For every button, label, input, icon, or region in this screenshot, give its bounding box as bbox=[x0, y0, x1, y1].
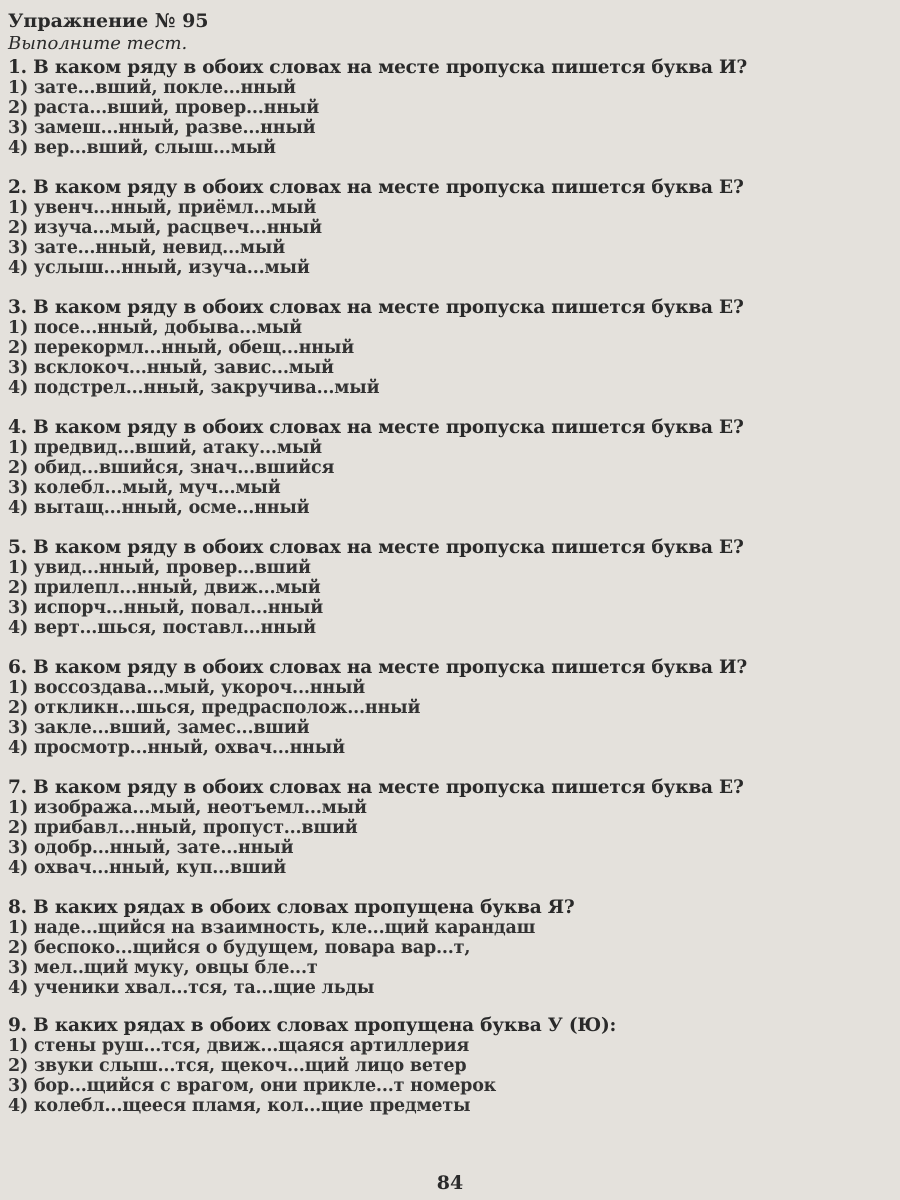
question-text: 3. В каком ряду в обоих словах на месте пропуска пишется буква Е? bbox=[8, 297, 744, 318]
question-text: 6. В каком ряду в обоих словах на месте пропуска пишется буква И? bbox=[8, 657, 747, 678]
question-3 bbox=[8, 297, 888, 398]
answer-option: 1) воссоздава...мый, укороч...нный bbox=[8, 678, 366, 698]
question-9 bbox=[8, 1015, 888, 1116]
instruction: Выполните тест. bbox=[8, 33, 188, 54]
question-text: 2. В каком ряду в обоих словах на месте пропуска пишется буква Е? bbox=[8, 177, 744, 198]
answer-option: 3) всклокоч...нный, завис...мый bbox=[8, 358, 334, 378]
question-7 bbox=[8, 777, 888, 878]
answer-option: 3) бор...щийся с врагом, они прикле...т номерок bbox=[8, 1076, 497, 1096]
answer-option: 3) испорч...нный, повал...нный bbox=[8, 598, 324, 618]
answer-option: 1) стены руш...тся, движ...щаяся артиллерия bbox=[8, 1036, 470, 1056]
answer-option: 2) изуча...мый, расцвеч...нный bbox=[8, 218, 322, 238]
question-text: 7. В каком ряду в обоих словах на месте пропуска пишется буква Е? bbox=[8, 777, 744, 798]
answer-option: 3) одобр...нный, зате...нный bbox=[8, 838, 294, 858]
question-text: 4. В каком ряду в обоих словах на месте пропуска пишется буква Е? bbox=[8, 417, 744, 438]
question-5 bbox=[8, 537, 888, 638]
answer-option: 3) замеш...нный, разве...нный bbox=[8, 118, 316, 138]
page-number: 84 bbox=[436, 1172, 464, 1194]
answer-option: 2) раста...вший, провер...нный bbox=[8, 98, 320, 118]
answer-option: 4) колебл...щееся пламя, кол...щие предметы bbox=[8, 1096, 471, 1116]
answer-option: 4) подстрел...нный, закручива...мый bbox=[8, 378, 380, 398]
answer-option: 2) откликн...шься, предрасполож...нный bbox=[8, 698, 421, 718]
answer-option: 2) перекормл...нный, обещ...нный bbox=[8, 338, 354, 358]
exercise-title: Упражнение № 95 bbox=[8, 10, 209, 32]
answer-option: 3) колебл...мый, муч...мый bbox=[8, 478, 281, 498]
answer-option: 1) зате...вший, покле...нный bbox=[8, 78, 296, 98]
answer-option: 1) предвид...вший, атаку...мый bbox=[8, 438, 322, 458]
answer-option: 4) услыш...нный, изуча...мый bbox=[8, 258, 310, 278]
answer-option: 2) прибавл...нный, пропуст...вший bbox=[8, 818, 358, 838]
answer-option: 3) мел..щий муку, овцы бле...т bbox=[8, 958, 318, 978]
answer-option: 4) вер...вший, слыш...мый bbox=[8, 138, 276, 158]
question-8 bbox=[8, 897, 888, 998]
answer-option: 3) закле...вший, замес...вший bbox=[8, 718, 310, 738]
answer-option: 4) вытащ...нный, осме...нный bbox=[8, 498, 310, 518]
answer-option: 1) изобража...мый, неотъемл...мый bbox=[8, 798, 367, 818]
question-1 bbox=[8, 57, 888, 158]
answer-option: 1) увенч...нный, приёмл...мый bbox=[8, 198, 317, 218]
answer-option: 2) прилепл...нный, движ...мый bbox=[8, 578, 321, 598]
answer-option: 4) просмотр...нный, охвач...нный bbox=[8, 738, 345, 758]
question-text: 8. В каких рядах в обоих словах пропущена буква Я? bbox=[8, 897, 575, 918]
question-text: 5. В каком ряду в обоих словах на месте пропуска пишется буква Е? bbox=[8, 537, 744, 558]
answer-option: 4) верт...шься, поставл...нный bbox=[8, 618, 316, 638]
question-6 bbox=[8, 657, 888, 758]
answer-option: 2) обид...вшийся, знач...вшийся bbox=[8, 458, 335, 478]
answer-option: 1) посе...нный, добыва...мый bbox=[8, 318, 302, 338]
question-2 bbox=[8, 177, 888, 278]
answer-option: 2) звуки слыш...тся, щекоч...щий лицо ветер bbox=[8, 1056, 467, 1076]
question-text: 1. В каком ряду в обоих словах на месте пропуска пишется буква И? bbox=[8, 57, 747, 78]
answer-option: 2) беспоко...щийся о будущем, повара вар...т, bbox=[8, 938, 471, 958]
answer-option: 1) увид...нный, провер...вший bbox=[8, 558, 311, 578]
question-text: 9. В каких рядах в обоих словах пропущена буква У (Ю): bbox=[8, 1015, 617, 1036]
question-4 bbox=[8, 417, 888, 518]
answer-option: 4) охвач...нный, куп...вший bbox=[8, 858, 287, 878]
answer-option: 1) наде...щийся на взаимность, кле...щий карандаш bbox=[8, 918, 536, 938]
answer-option: 4) ученики хвал...тся, та...щие льды bbox=[8, 978, 375, 998]
answer-option: 3) зате...нный, невид...мый bbox=[8, 238, 285, 258]
